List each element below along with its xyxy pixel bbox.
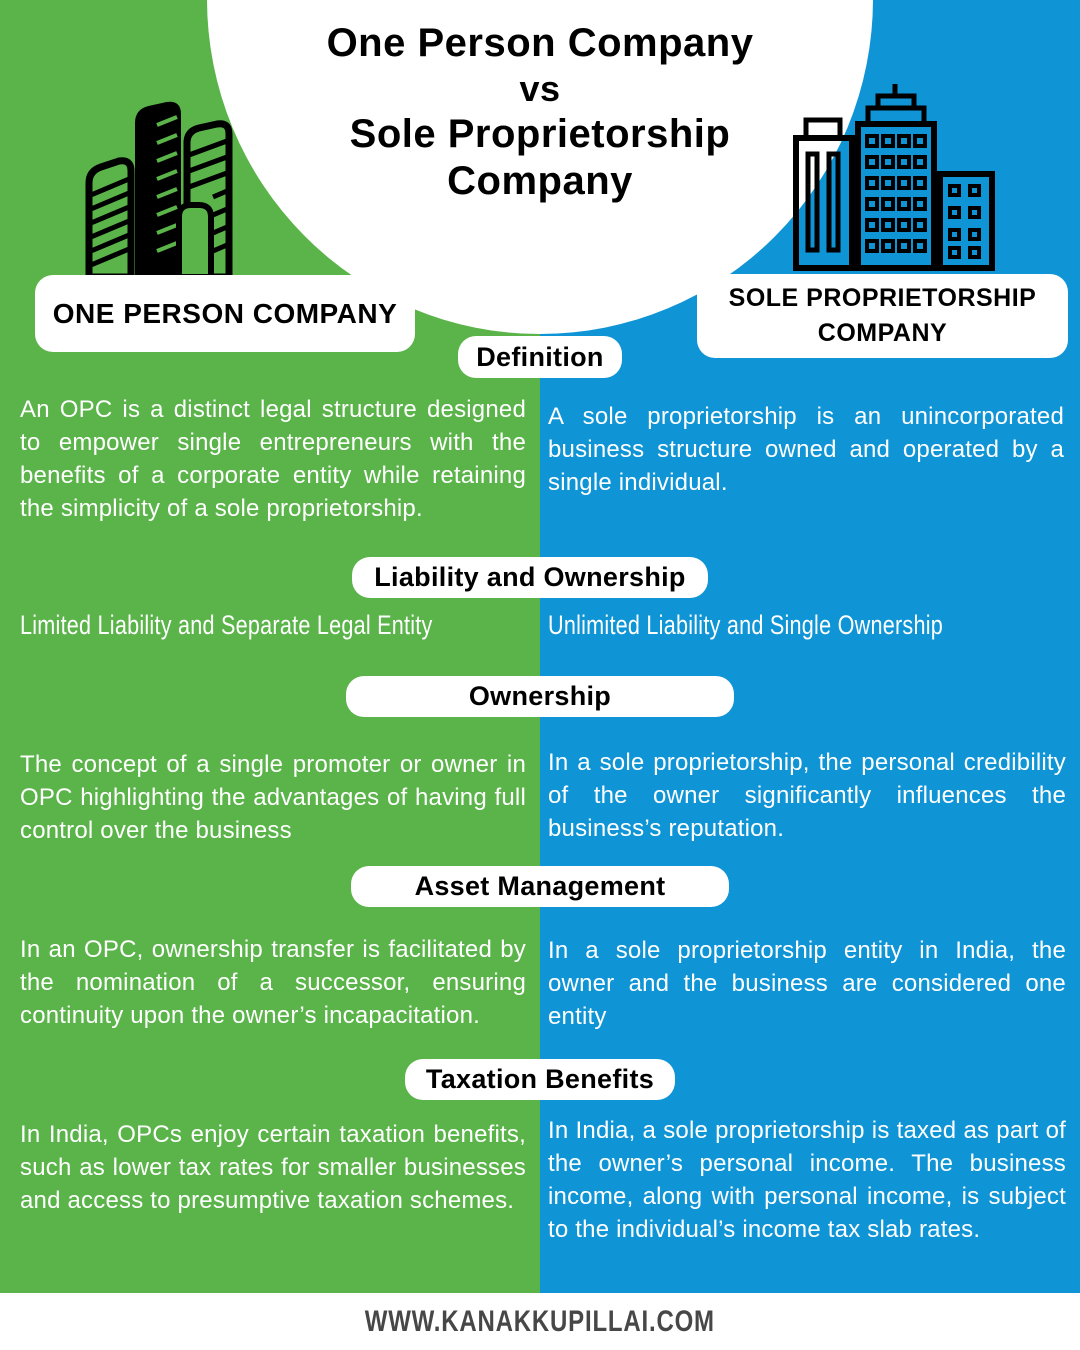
section-heading-ownership xyxy=(346,676,734,717)
outlined-office-buildings-icon xyxy=(788,82,998,272)
footer-bar xyxy=(0,1293,1080,1350)
section-heading-taxation-benefits-text: Taxation Benefits xyxy=(425,1064,655,1094)
right-column-title xyxy=(697,274,1068,358)
definition-right-text: A sole proprietorship is an unincorporated business structure owned and operated by a single individual. xyxy=(548,403,1064,496)
section-heading-liability-text: Liability and Ownership xyxy=(374,562,686,592)
website-url: WWW.KANAKKUPILLAI.COM xyxy=(364,1304,716,1338)
taxation-right-text: In India, a sole proprietorship is taxed as part of the owner’s personal income. The business income, along with personal income, is subject to the individual’s income tax slab rates. xyxy=(548,1117,1066,1243)
page-title xyxy=(240,20,840,205)
title-line-1: One Person Company xyxy=(326,21,754,65)
title-line-3: Company xyxy=(447,159,633,203)
section-heading-definition-text: Definition xyxy=(476,341,604,372)
title-line-vs: vs xyxy=(519,68,561,109)
section-heading-liability xyxy=(352,557,708,598)
definition-left-text: An OPC is a distinct legal structure designed to empower single entrepreneurs with the benefits of a corporate entity while retaining the simplicity of a sole proprietorship. xyxy=(20,396,526,522)
title-line-2: Sole Proprietorship xyxy=(349,112,731,156)
asset-management-left-text: In an OPC, ownership transfer is facilitated by the nomination of a successor, ensuring continuity upon the owner’s incapacitation. xyxy=(20,936,526,1029)
asset-management-right-text: In a sole proprietorship entity in India, the owner and the business are considered one entity xyxy=(548,937,1066,1030)
section-heading-definition xyxy=(458,336,622,378)
ownership-right-text: In a sole proprietorship, the personal credibility of the owner significantly influences the business’s reputation. xyxy=(548,749,1066,842)
left-column-title xyxy=(35,275,415,352)
black-skyscrapers-icon xyxy=(75,95,265,285)
ownership-left-text: The concept of a single promoter or owner in OPC highlighting the advantages of having full control over the business xyxy=(20,751,526,844)
taxation-left-text: In India, OPCs enjoy certain taxation benefits, such as lower tax rates for smaller businesses and access to presumptive taxation schemes. xyxy=(20,1121,526,1214)
section-heading-ownership-text: Ownership xyxy=(468,681,612,711)
section-heading-asset-management xyxy=(351,866,729,907)
right-column-title-text xyxy=(729,281,1037,351)
left-column-title-text: ONE PERSON COMPANY xyxy=(52,297,398,329)
section-heading-asset-management-text: Asset Management xyxy=(414,871,666,901)
section-heading-taxation-benefits xyxy=(405,1059,675,1100)
right-column-title-line1: SOLE PROPRIETORSHIP xyxy=(728,284,1037,312)
liability-right-text: Unlimited Liability and Single Ownership xyxy=(548,610,943,640)
right-column-title-line2: COMPANY xyxy=(817,319,948,347)
liability-left-text: Limited Liability and Separate Legal Entity xyxy=(20,610,433,640)
